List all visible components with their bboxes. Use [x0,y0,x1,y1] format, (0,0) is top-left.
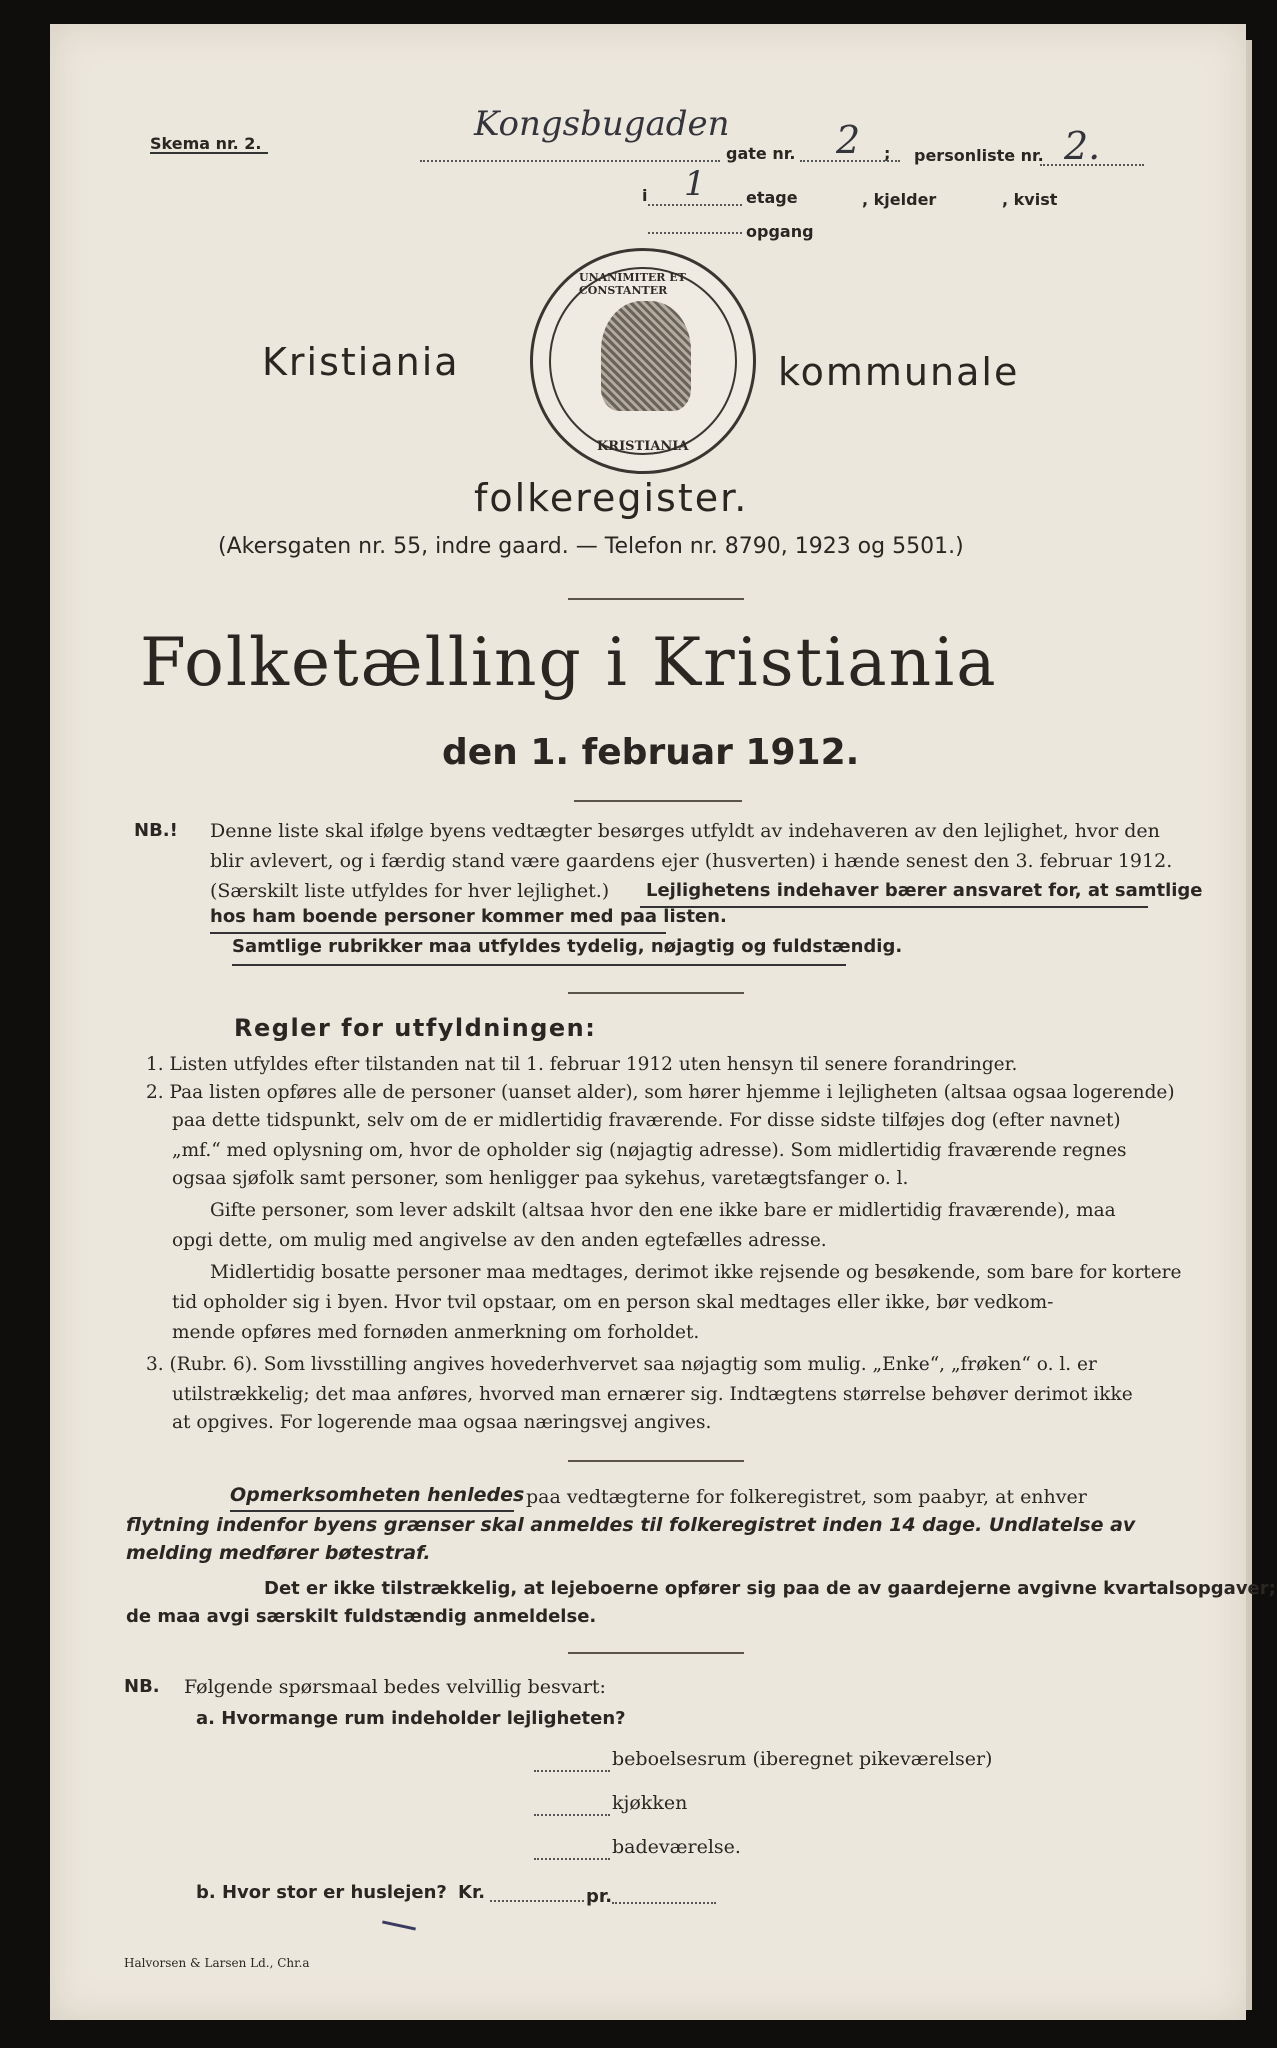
kristiania-city-seal [530,248,756,474]
notice-line-3: melding medfører bøtestraf. [126,1542,431,1564]
rule-line: opgi dette, om mulig med angivelse av den anden egtefælles adresse. [172,1230,827,1251]
notice-line-4: Det er ikke tilstrækkelig, at lejeboerne opfører sig paa de av gaardejerne avgivne kvartalsopgaver; [264,1578,1276,1599]
question-b: b. Hvor stor er huslejen? [196,1882,447,1903]
rooms-field-3[interactable] [534,1858,610,1860]
rule-line: 2. Paa listen opføres alle de personer (uanset alder), som hører hjemme i lejligheten (altsaa ogsaa logerende) [146,1082,1175,1103]
opgang-field[interactable] [648,232,742,234]
nb-line-5: Samtlige rubrikker maa utfyldes tydelig, nøjagtig og fuldstændig. [232,936,903,957]
nb-underline-2 [210,932,666,934]
rent-kr-label: Kr. [458,1882,486,1903]
divider-5 [568,1652,744,1654]
schema-underline [150,152,268,154]
notice-underline [230,1510,514,1512]
rooms-field-2[interactable] [534,1814,610,1816]
schema-label: Skema nr. 2. [150,134,262,153]
rule-line: mende opføres med fornøden anmerkning om forholdet. [172,1322,700,1343]
title-folkeregister: folkeregister. [474,476,749,520]
etage-field[interactable] [648,204,742,206]
notice-line-1: paa vedtægterne for folkeregistret, som paabyr, at enhver [526,1486,1087,1508]
office-address: (Akersgaten nr. 55, indre gaard. — Telefon nr. 8790, 1923 og 5501.) [218,534,964,559]
personliste-value: 2. [1064,124,1101,168]
etage-label: etage [746,188,798,207]
rule-line: Gifte personer, som lever adskilt (altsaa hvor den ene ikke bare er midlertidig fraværende), maa [210,1200,1116,1221]
personliste-label: personliste nr. [914,146,1044,165]
rule-line: tid opholder sig i byen. Hvor tvil opstaar, om en person skal medtages eller ikke, bør vedkom- [172,1292,1054,1313]
questions-nb-label: NB. [124,1676,160,1697]
notice-line-5: de maa avgi særskilt fuldstændig anmeldelse. [126,1606,597,1627]
questions-intro: Følgende spørsmaal bedes velvillig besvart: [184,1676,606,1698]
title-kristiania: Kristiania [262,340,460,384]
rule-line: paa dette tidspunkt, selv om de er midlertidig fraværende. For disse sidste tilføjes dog (efter navnet) [172,1110,1121,1131]
rule-line: „mf.“ med oplysning om, hvor de opholder sig (nøjagtig adresse). Som midlertidig fraværende regnes [172,1140,1127,1161]
rooms-field-1[interactable] [534,1770,610,1772]
gate-label: gate nr. [726,144,796,163]
rooms-label-2: kjøkken [612,1792,688,1814]
question-a: a. Hvormange rum indeholder lejligheten? [196,1708,626,1729]
divider-3 [568,992,744,994]
rent-pr-label: pr. [586,1886,613,1907]
notice-lead: Opmerksomheten henledes [230,1484,525,1506]
rooms-label-1: beboelsesrum (iberegnet pikeværelser) [612,1748,993,1770]
rooms-label-3: badeværelse. [612,1836,741,1858]
rule-line: ogsaa sjøfolk samt personer, som henligger paa sykehus, varetægtsfanger o. l. [172,1168,909,1189]
main-title: Folketælling i Kristiania [140,624,998,701]
divider-2 [574,800,742,802]
kjelder-label: , kjelder [862,190,937,209]
gate-value: 2 [836,118,861,162]
nb-line-3b: Lejlighetens indehaver bærer ansvaret for, at samtlige [646,880,1203,901]
census-date: den 1. februar 1912. [442,732,860,773]
nb-label: NB.! [134,820,178,841]
rules-heading: Regler for utfyldningen: [234,1014,597,1042]
divider-1 [568,598,744,600]
rent-amount-field[interactable] [490,1900,584,1902]
street-handwriting: Kongsbugaden [474,104,730,144]
nb-underline-3 [232,964,846,966]
i-label: i [642,186,648,205]
semicolon: ; [884,144,891,163]
rule-line: 1. Listen utfyldes efter tilstanden nat til 1. februar 1912 uten hensyn til senere forandringer. [146,1054,1018,1075]
rule-line: 3. (Rubr. 6). Som livsstilling angives hovederhvervet saa nøjagtig som mulig. „Enke“, „frøken“ o. l. er [146,1354,1097,1375]
seal-motto: UNANIMITER ET CONSTANTER [579,271,686,297]
printer-imprint: Halvorsen & Larsen Ld., Chr.a [124,1956,310,1970]
divider-4 [568,1460,744,1462]
seal-city: KRISTIANIA [597,439,689,454]
notice-line-2: flytning indenfor byens grænser skal anmeldes til folkeregistret inden 14 dage. Undlatelse av [126,1514,1136,1536]
title-kommunale: kommunale [778,350,1020,394]
rule-line: utilstrækkelig; det maa anføres, hvorved man ernærer sig. Indtægtens størrelse behøver derimot ikke [172,1384,1133,1405]
kvist-label: , kvist [1002,190,1058,209]
seal-figure-icon [601,301,691,411]
opgang-label: opgang [746,222,814,241]
nb-line-2: blir avlevert, og i færdig stand være gaardens ejer (husverten) i hænde senest den 3. februar 1912. [210,850,1173,872]
nb-line-4: hos ham boende personer kommer med paa listen. [210,906,727,927]
rule-line: at opgives. For logerende maa ogsaa næringsvej angives. [172,1412,712,1433]
rule-line: Midlertidig bosatte personer maa medtages, derimot ikke rejsende og besøkende, som bare for kortere [210,1262,1182,1283]
etage-value: 1 [684,164,706,204]
nb-line-3a: (Særskilt liste utfyldes for hver lejlighet.) [210,880,610,902]
nb-line-1: Denne liste skal ifølge byens vedtægter besørges utfyldt av indehaveren av den lejlighet, hvor den [210,820,1160,842]
rent-period-field[interactable] [612,1902,716,1904]
street-field[interactable] [420,160,720,162]
